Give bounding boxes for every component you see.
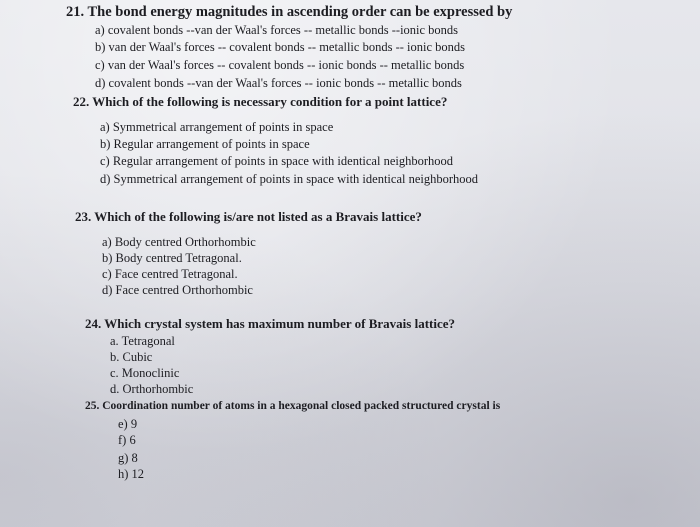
question-22-option-d: d) Symmetrical arrangement of points in space with identical neighborhood (100, 172, 479, 186)
question-23-option-d: d) Face centred Orthorhombic (102, 283, 253, 297)
question-25-option-f: f) 6 (118, 433, 136, 447)
question-25: 25. Coordination number of atoms in a hexagonal closed packed structured crystal is (85, 400, 501, 412)
question-23: 23. Which of the following is/are not listed as a Bravais lattice? (75, 209, 422, 224)
question-21: 21. The bond energy magnitudes in ascending order can be expressed by (66, 4, 513, 20)
question-23-option-a: a) Body centred Orthorhombic (102, 235, 256, 249)
question-21-option-d: d) covalent bonds --van der Waal's forces -- ionic bonds -- metallic bonds (95, 76, 462, 90)
question-21-option-c: c) van der Waal's forces -- covalent bonds -- ionic bonds -- metallic bonds (95, 58, 465, 72)
question-25-option-e: e) 9 (118, 417, 138, 431)
question-23-option-c: c) Face centred Tetragonal. (102, 267, 238, 281)
question-22-option-a: a) Symmetrical arrangement of points in space (100, 120, 334, 134)
question-22-option-b: b) Regular arrangement of points in space (100, 137, 310, 151)
question-22-option-c: c) Regular arrangement of points in space with identical neighborhood (100, 154, 454, 168)
question-24: 24. Which crystal system has maximum number of Bravais lattice? (85, 316, 455, 331)
question-24-option-a: a. Tetragonal (110, 334, 175, 348)
question-22: 22. Which of the following is necessary condition for a point lattice? (73, 94, 448, 109)
question-24-option-d: d. Orthorhombic (110, 382, 194, 396)
question-21-option-a: a) covalent bonds --van der Waal's forces -- metallic bonds --ionic bonds (95, 23, 459, 37)
question-24-option-b: b. Cubic (110, 350, 153, 364)
question-25-option-g: g) 8 (118, 451, 138, 465)
question-25-option-h: h) 12 (118, 467, 145, 481)
question-21-option-b: b) van der Waal's forces -- covalent bonds -- metallic bonds -- ionic bonds (95, 40, 466, 54)
question-23-option-b: b) Body centred Tetragonal. (102, 251, 242, 265)
question-24-option-c: c. Monoclinic (110, 366, 180, 380)
